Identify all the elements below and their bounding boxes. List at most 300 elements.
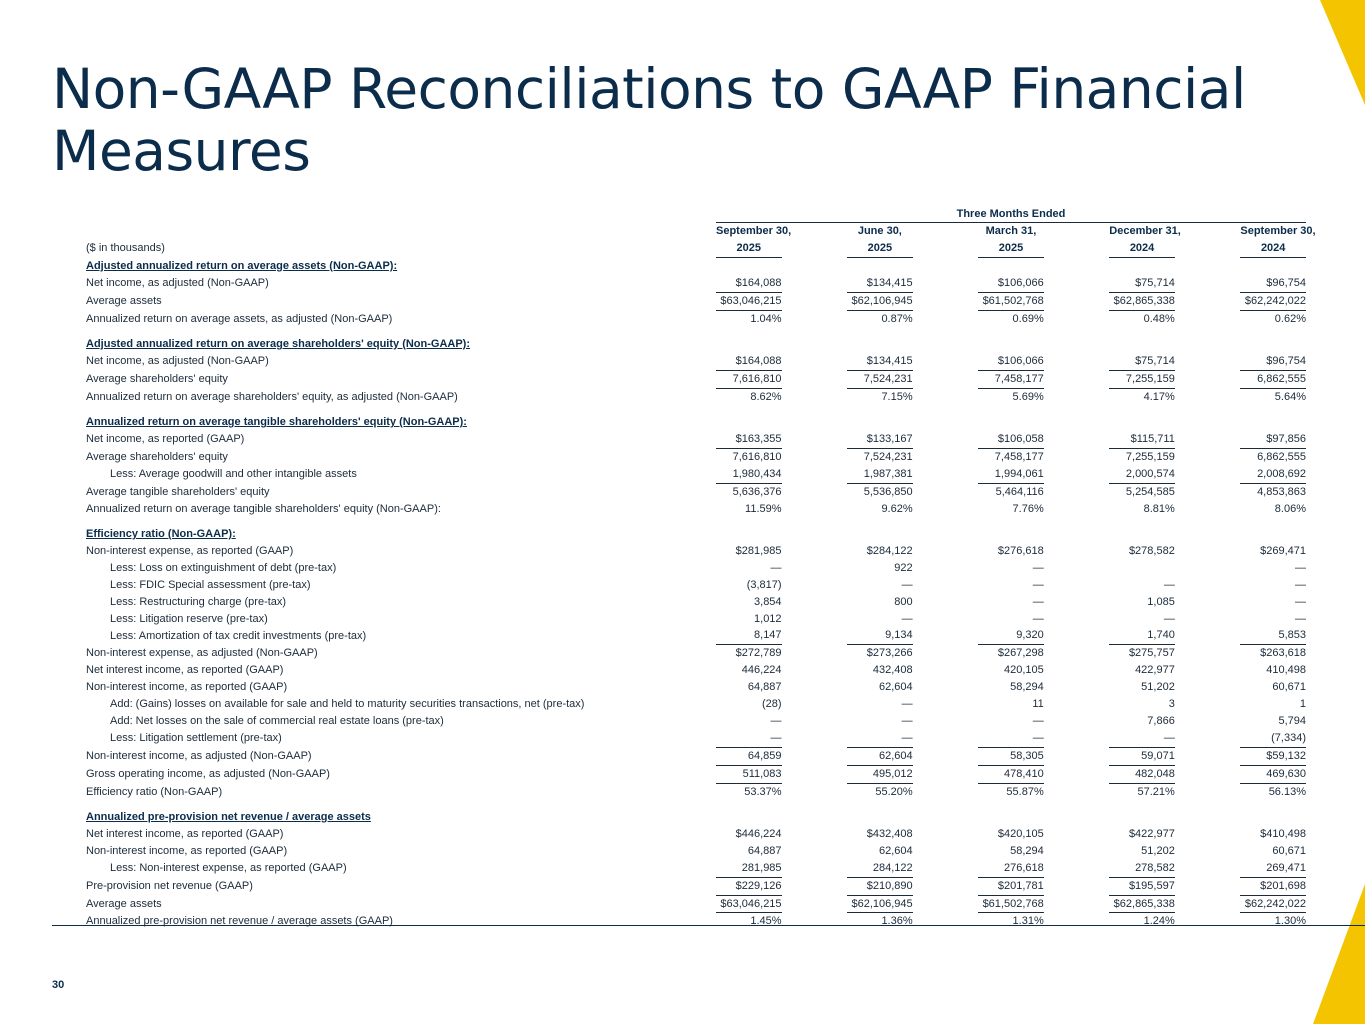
column-gap xyxy=(1044,913,1110,930)
table-cell: — xyxy=(901,578,913,591)
table-cell: 11 xyxy=(1032,698,1044,711)
column-header-period: March 31, xyxy=(985,225,1037,237)
column-gap xyxy=(782,466,848,484)
table-cell: — xyxy=(1032,714,1044,727)
table-cell: 59,071 xyxy=(1109,748,1175,766)
column-gap xyxy=(1044,543,1110,560)
table-cell: 7,255,159 xyxy=(1125,450,1175,463)
row-label: Non-interest income, as reported (GAAP) xyxy=(86,844,288,857)
table-cell: $432,408 xyxy=(866,827,913,840)
row-label: Annualized return on average tangible shareholders' equity (Non-GAAP): xyxy=(86,502,441,515)
table-row xyxy=(86,466,1306,484)
table-cell: 284,122 xyxy=(847,860,913,878)
row-label: Annualized return on average shareholders' equity, as adjusted (Non-GAAP) xyxy=(86,390,458,403)
table-cell: 11.59% xyxy=(745,502,782,515)
table-cell: $61,502,768 xyxy=(978,293,1044,311)
reconciliation-table xyxy=(86,207,1316,930)
table-cell: — xyxy=(1295,595,1306,608)
page-title: Non-GAAP Reconciliations to GAAP Financial Measures xyxy=(52,57,1246,183)
table-row xyxy=(86,860,1306,878)
table-row xyxy=(86,748,1306,766)
table-cell: — xyxy=(716,730,782,748)
table-cell: 2,000,574 xyxy=(1109,466,1175,484)
column-gap xyxy=(913,501,979,518)
table-row xyxy=(86,611,1306,628)
page-number: 30 xyxy=(52,979,65,991)
table-cell: 7,458,177 xyxy=(994,450,1044,463)
table-cell: $276,618 xyxy=(997,544,1044,557)
table-row xyxy=(86,275,1306,293)
row-label: Net income, as reported (GAAP) xyxy=(86,433,245,446)
table-row xyxy=(86,543,1306,560)
column-gap xyxy=(1175,560,1241,577)
table-cell: 482,048 xyxy=(1109,766,1175,784)
row-label: Gross operating income, as adjusted (Non-GAAP) xyxy=(86,768,330,781)
table-cell: 1,740 xyxy=(1109,627,1175,645)
table-cell: 62,604 xyxy=(878,844,913,857)
column-gap xyxy=(1175,431,1241,449)
column-gap xyxy=(1175,784,1241,801)
table-cell: $106,058 xyxy=(978,431,1044,449)
table-cell: 281,985 xyxy=(716,860,782,878)
column-gap xyxy=(782,484,848,501)
table-row xyxy=(86,913,1306,930)
column-gap xyxy=(782,594,848,611)
column-gap xyxy=(1175,353,1241,371)
column-gap xyxy=(913,913,979,930)
table-cell: $59,132 xyxy=(1240,748,1306,766)
section-header-row xyxy=(86,526,1306,543)
table-cell: $61,502,768 xyxy=(978,896,1044,914)
table-row xyxy=(86,484,1306,501)
table-cell: $278,582 xyxy=(1128,544,1175,557)
column-gap xyxy=(913,484,979,501)
table-cell: 53.37% xyxy=(744,785,782,798)
table-cell: 62,604 xyxy=(847,748,913,766)
column-gap xyxy=(1044,560,1110,577)
column-header-year: 2025 xyxy=(716,240,782,258)
row-label: Average assets xyxy=(86,295,162,308)
table-cell: 495,012 xyxy=(847,766,913,784)
column-gap xyxy=(1044,826,1110,843)
table-cell: 0.87% xyxy=(881,312,913,325)
table-cell: $201,698 xyxy=(1240,878,1306,896)
column-gap xyxy=(782,311,848,328)
column-gap xyxy=(913,696,979,713)
table-cell: — xyxy=(1295,578,1306,591)
column-gap xyxy=(913,389,979,406)
spacer-row xyxy=(86,327,1306,336)
table-cell: 7,524,231 xyxy=(863,450,913,463)
column-gap xyxy=(1175,311,1241,328)
brand-accent-bottom xyxy=(1313,884,1365,1024)
table-row xyxy=(86,311,1306,328)
table-cell: 4.17% xyxy=(1143,390,1175,403)
reconciliation-table-container xyxy=(86,207,1316,930)
table-cell: $96,754 xyxy=(1240,275,1306,293)
table-row xyxy=(86,627,1306,645)
table-cell: $275,757 xyxy=(1128,647,1175,660)
column-gap xyxy=(913,543,979,560)
column-gap xyxy=(1175,484,1241,501)
column-gap xyxy=(1044,353,1110,371)
table-cell: $229,126 xyxy=(716,878,782,896)
row-label: Efficiency ratio (Non-GAAP) xyxy=(86,785,223,798)
row-label: Less: Restructuring charge (pre-tax) xyxy=(110,595,287,608)
spacer-row xyxy=(86,518,1306,527)
spacer-row xyxy=(86,406,1306,415)
column-gap xyxy=(782,843,848,860)
table-cell: 6,862,555 xyxy=(1257,450,1306,463)
column-gap xyxy=(1044,627,1110,645)
column-gap xyxy=(1044,878,1110,896)
column-gap xyxy=(782,353,848,371)
section-title: Annualized pre-provision net revenue / average assets xyxy=(86,811,371,823)
table-cell: 7,616,810 xyxy=(716,371,782,389)
table-cell: 5,464,116 xyxy=(995,485,1044,498)
table-cell: 5,853 xyxy=(1240,627,1306,645)
column-gap xyxy=(913,679,979,696)
table-cell: 8,147 xyxy=(716,627,782,645)
table-cell: 0.62% xyxy=(1274,312,1306,325)
table-cell: $446,224 xyxy=(735,827,782,840)
table-cell: 7.15% xyxy=(881,390,913,403)
column-gap xyxy=(782,913,848,930)
table-cell: — xyxy=(978,730,1044,748)
row-label: Net income, as adjusted (Non-GAAP) xyxy=(86,355,269,368)
column-gap xyxy=(1044,784,1110,801)
column-gap xyxy=(782,645,848,662)
table-cell: $273,266 xyxy=(866,647,913,660)
column-gap xyxy=(782,275,848,293)
table-cell: — xyxy=(901,612,913,625)
table-row xyxy=(86,501,1306,518)
table-row xyxy=(86,577,1306,594)
column-gap xyxy=(1175,766,1241,784)
column-header-year: 2025 xyxy=(978,240,1044,258)
table-cell: 7,255,159 xyxy=(1109,371,1175,389)
table-cell: $164,088 xyxy=(716,275,782,293)
column-gap xyxy=(913,730,979,748)
column-gap xyxy=(913,645,979,662)
column-gap xyxy=(913,466,979,484)
column-gap xyxy=(1175,878,1241,896)
column-gap xyxy=(1044,748,1110,766)
column-gap xyxy=(913,843,979,860)
table-cell: 0.48% xyxy=(1143,312,1175,325)
column-header-period: June 30, xyxy=(857,225,902,237)
table-cell: 5.64% xyxy=(1274,390,1306,403)
column-gap xyxy=(1044,679,1110,696)
table-cell: — xyxy=(1032,595,1044,608)
column-gap xyxy=(782,449,848,466)
column-gap xyxy=(1044,645,1110,662)
column-gap xyxy=(1044,860,1110,878)
table-body xyxy=(86,258,1306,931)
column-gap xyxy=(1175,275,1241,293)
table-cell: 5.69% xyxy=(1012,390,1044,403)
table-cell: 9,134 xyxy=(847,627,913,645)
column-gap xyxy=(782,627,848,645)
column-gap xyxy=(1175,611,1241,628)
section-title: Annualized return on average tangible shareholders' equity (Non-GAAP): xyxy=(86,416,467,429)
table-cell: 1.30% xyxy=(1274,915,1306,928)
column-gap xyxy=(1044,484,1110,501)
table-cell: 51,202 xyxy=(1141,681,1175,694)
table-cell: — xyxy=(1163,612,1175,625)
column-header-year: 2025 xyxy=(847,240,913,258)
row-label: Net interest income, as reported (GAAP) xyxy=(86,664,284,677)
column-gap xyxy=(782,389,848,406)
column-gap xyxy=(782,730,848,748)
column-gap xyxy=(1175,843,1241,860)
column-gap xyxy=(782,696,848,713)
column-gap xyxy=(782,896,848,914)
column-gap xyxy=(1175,860,1241,878)
row-label: Non-interest income, as adjusted (Non-GAAP) xyxy=(86,750,312,763)
column-gap xyxy=(913,878,979,896)
row-label: Pre-provision net revenue (GAAP) xyxy=(86,880,253,893)
table-cell: 3 xyxy=(1168,698,1175,711)
column-gap xyxy=(782,293,848,311)
column-gap xyxy=(1044,611,1110,628)
row-label: Non-interest expense, as adjusted (Non-GAAP) xyxy=(86,647,318,660)
column-gap xyxy=(1175,389,1241,406)
column-header-period: December 31, xyxy=(1109,225,1181,237)
column-gap xyxy=(782,431,848,449)
column-gap xyxy=(1175,730,1241,748)
table-cell: $75,714 xyxy=(1109,275,1175,293)
table-cell: — xyxy=(1032,578,1044,591)
column-gap xyxy=(782,501,848,518)
table-row xyxy=(86,713,1306,730)
group-header: Three Months Ended xyxy=(716,207,1306,223)
table-cell: 1.31% xyxy=(1012,915,1044,928)
table-cell: 1,987,381 xyxy=(847,466,913,484)
table-cell: 5,636,376 xyxy=(732,485,782,498)
table-row xyxy=(86,730,1306,748)
table-cell: $272,789 xyxy=(735,647,782,660)
table-cell: 432,408 xyxy=(872,664,913,677)
table-cell: $62,865,338 xyxy=(1109,896,1175,914)
table-cell: — xyxy=(1032,561,1044,574)
table-cell: $62,865,338 xyxy=(1109,293,1175,311)
column-gap xyxy=(782,784,848,801)
column-gap xyxy=(913,594,979,611)
row-label: Less: Litigation reserve (pre-tax) xyxy=(110,612,268,625)
table-cell: $422,977 xyxy=(1128,827,1175,840)
table-cell: (28) xyxy=(761,698,782,711)
table-cell: 7,866 xyxy=(1147,714,1175,727)
column-gap xyxy=(1044,730,1110,748)
table-row xyxy=(86,843,1306,860)
column-gap xyxy=(913,560,979,577)
table-row xyxy=(86,662,1306,679)
column-header-period: September 30, xyxy=(1240,225,1316,237)
table-cell: 4,853,863 xyxy=(1257,485,1306,498)
table-cell: $63,046,215 xyxy=(716,896,782,914)
column-gap xyxy=(1175,826,1241,843)
column-gap xyxy=(782,543,848,560)
column-gap xyxy=(913,293,979,311)
table-cell: $62,242,022 xyxy=(1240,293,1306,311)
column-gap xyxy=(1175,662,1241,679)
table-cell: $75,714 xyxy=(1109,353,1175,371)
column-gap xyxy=(1044,371,1110,389)
table-cell: 1 xyxy=(1299,698,1306,711)
table-cell: 58,294 xyxy=(1010,681,1044,694)
table-cell: — xyxy=(847,730,913,748)
table-cell: (3,817) xyxy=(746,578,782,591)
table-cell: $284,122 xyxy=(866,544,913,557)
table-cell: $210,890 xyxy=(847,878,913,896)
column-gap xyxy=(1044,766,1110,784)
row-label: Net interest income, as reported (GAAP) xyxy=(86,827,284,840)
column-gap xyxy=(1175,896,1241,914)
table-cell: 1.24% xyxy=(1143,915,1175,928)
column-gap xyxy=(913,353,979,371)
column-gap xyxy=(1175,594,1241,611)
table-row xyxy=(86,353,1306,371)
row-label: Add: Net losses on the sale of commercial real estate loans (pre-tax) xyxy=(110,714,444,727)
table-cell: $195,597 xyxy=(1109,878,1175,896)
table-row xyxy=(86,560,1306,577)
column-gap xyxy=(913,713,979,730)
table-cell: $269,471 xyxy=(1260,544,1306,557)
column-gap xyxy=(1044,389,1110,406)
table-cell: 446,224 xyxy=(741,664,782,677)
table-cell: 5,794 xyxy=(1278,714,1306,727)
column-gap xyxy=(1044,311,1110,328)
row-label: Average shareholders' equity xyxy=(86,373,228,386)
table-row xyxy=(86,878,1306,896)
row-label: Average assets xyxy=(86,898,162,911)
table-row xyxy=(86,826,1306,843)
column-gap xyxy=(782,611,848,628)
row-label: Less: Non-interest expense, as reported (GAAP) xyxy=(110,862,347,875)
table-cell: 57.21% xyxy=(1137,785,1175,798)
table-cell: 469,630 xyxy=(1240,766,1306,784)
column-gap xyxy=(913,275,979,293)
table-cell: 1,085 xyxy=(1147,595,1175,608)
column-gap xyxy=(1044,713,1110,730)
table-cell: $134,415 xyxy=(847,353,913,371)
column-gap xyxy=(782,878,848,896)
table-cell: 422,977 xyxy=(1135,664,1175,677)
column-gap xyxy=(782,371,848,389)
table-cell: 511,083 xyxy=(716,766,782,784)
row-label: Less: Average goodwill and other intangible assets xyxy=(110,468,357,481)
table-cell: 55.20% xyxy=(875,785,913,798)
table-cell: 269,471 xyxy=(1240,860,1306,878)
table-cell: 1.04% xyxy=(750,312,782,325)
table-cell: 420,105 xyxy=(1003,664,1044,677)
table-cell: $164,088 xyxy=(716,353,782,371)
table-row xyxy=(86,389,1306,406)
table-cell: $115,711 xyxy=(1109,431,1175,449)
column-gap xyxy=(1044,577,1110,594)
column-gap xyxy=(1044,293,1110,311)
column-gap xyxy=(913,449,979,466)
row-label: Less: Loss on extinguishment of debt (pre-tax) xyxy=(110,561,337,574)
row-label: Less: FDIC Special assessment (pre-tax) xyxy=(110,578,311,591)
column-header-period: September 30, xyxy=(716,225,792,237)
table-cell: 60,671 xyxy=(1272,844,1306,857)
table-cell: 478,410 xyxy=(978,766,1044,784)
section-header-row xyxy=(86,258,1306,275)
table-cell: 1.45% xyxy=(750,915,782,928)
table-cell: 8.81% xyxy=(1143,502,1175,515)
column-gap xyxy=(1175,543,1241,560)
header-row-2 xyxy=(86,240,1306,258)
table-row xyxy=(86,594,1306,611)
row-label: Add: (Gains) losses on available for sale and held to maturity securities transactions, net (pre-tax) xyxy=(110,698,585,711)
column-gap xyxy=(1044,501,1110,518)
column-gap xyxy=(1044,449,1110,466)
column-gap xyxy=(1175,713,1241,730)
table-row xyxy=(86,766,1306,784)
column-gap xyxy=(913,311,979,328)
column-header-year: 2024 xyxy=(1240,240,1306,258)
column-gap xyxy=(913,577,979,594)
table-cell: $410,498 xyxy=(1260,827,1306,840)
column-gap xyxy=(782,748,848,766)
table-cell: $62,106,945 xyxy=(847,896,913,914)
column-gap xyxy=(913,627,979,645)
table-row xyxy=(86,293,1306,311)
table-cell: — xyxy=(770,561,782,574)
brand-accent-top xyxy=(1320,0,1365,105)
table-cell: $133,167 xyxy=(847,431,913,449)
table-cell: 9.62% xyxy=(881,502,913,515)
table-cell: 5,254,585 xyxy=(1125,485,1175,498)
column-gap xyxy=(1044,594,1110,611)
table-cell: $201,781 xyxy=(978,878,1044,896)
table-cell: — xyxy=(1295,561,1306,574)
table-cell: 800 xyxy=(894,595,913,608)
row-label: Non-interest expense, as reported (GAAP) xyxy=(86,544,294,557)
table-cell: $263,618 xyxy=(1260,647,1306,660)
table-cell: 58,305 xyxy=(978,748,1044,766)
table-cell: $97,856 xyxy=(1240,431,1306,449)
column-gap xyxy=(1175,293,1241,311)
column-gap xyxy=(1175,913,1241,930)
table-cell: $106,066 xyxy=(978,353,1044,371)
table-cell: 0.69% xyxy=(1012,312,1044,325)
table-cell: 64,887 xyxy=(747,681,782,694)
column-gap xyxy=(1175,501,1241,518)
column-gap xyxy=(1044,275,1110,293)
table-row xyxy=(86,679,1306,696)
column-gap xyxy=(913,611,979,628)
column-gap xyxy=(1175,645,1241,662)
table-row xyxy=(86,431,1306,449)
table-cell: — xyxy=(901,698,913,711)
table-cell: 410,498 xyxy=(1266,664,1306,677)
column-gap xyxy=(782,577,848,594)
column-gap xyxy=(1175,577,1241,594)
column-gap xyxy=(913,371,979,389)
table-cell: $267,298 xyxy=(997,647,1044,660)
table-cell: (7,334) xyxy=(1240,730,1306,748)
column-gap xyxy=(913,662,979,679)
table-cell: 922 xyxy=(894,561,913,574)
column-gap xyxy=(1044,662,1110,679)
section-header-row xyxy=(86,336,1306,353)
column-gap xyxy=(1044,843,1110,860)
column-gap xyxy=(782,713,848,730)
column-gap xyxy=(913,748,979,766)
